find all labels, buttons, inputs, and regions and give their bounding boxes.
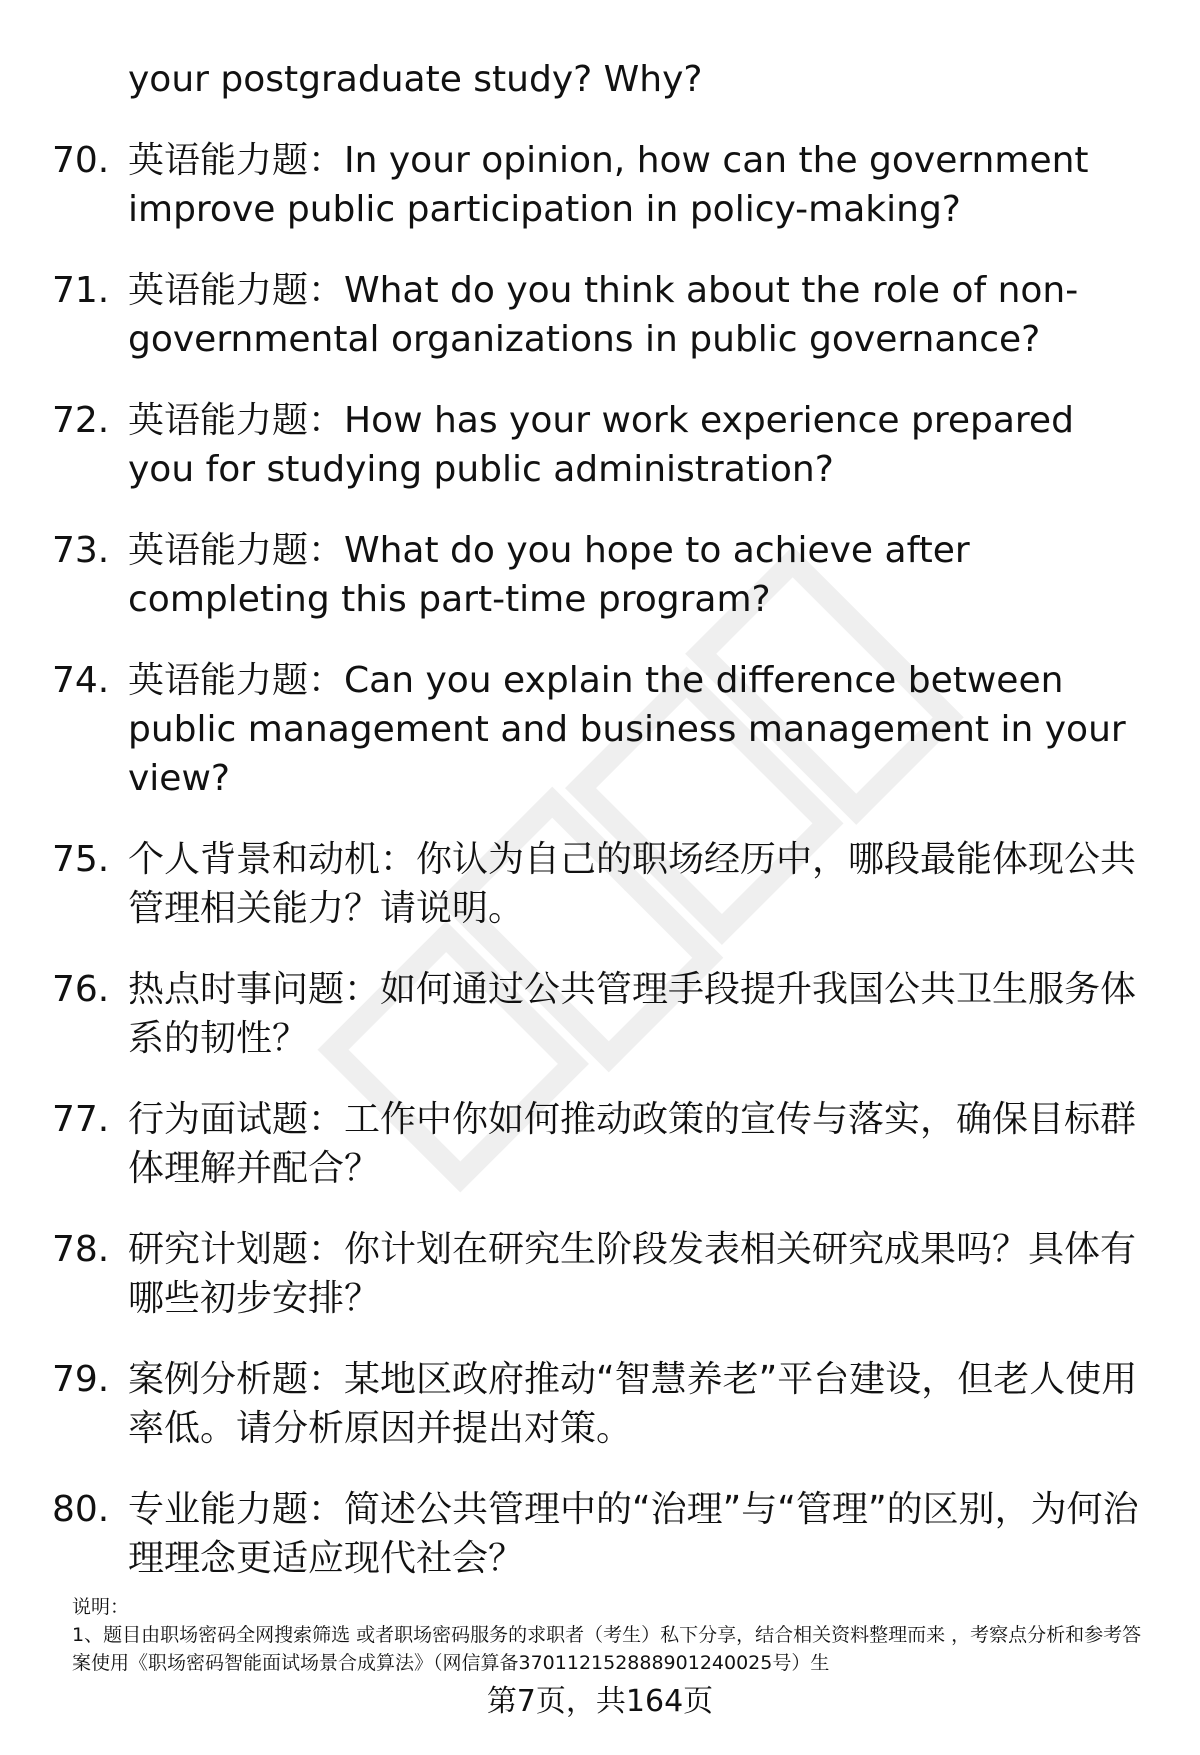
- question-item: [0, 526, 1200, 624]
- question-item: [0, 136, 1200, 234]
- question-text: 个人背景和动机：你认为自己的职场经历中，哪段最能体现公共管理相关能力？请说明。: [128, 839, 1137, 929]
- question-number: 70.: [52, 140, 110, 181]
- question-number: 72.: [52, 400, 110, 441]
- question-item: [0, 965, 1200, 1063]
- question-number: 78.: [52, 1229, 110, 1270]
- question-item: [0, 266, 1200, 364]
- question-number: 73.: [52, 530, 110, 571]
- notes-title: 说明：: [72, 1596, 130, 1618]
- question-number: 79.: [52, 1359, 110, 1400]
- question-text: 行为面试题：工作中你如何推动政策的宣传与落实，确保目标群体理解并配合？: [128, 1099, 1137, 1189]
- question-item: [0, 396, 1200, 494]
- question-number: 74.: [52, 660, 110, 701]
- notes-section: [72, 1593, 1157, 1677]
- question-number: 71.: [52, 270, 110, 311]
- question-list: [0, 55, 1200, 1615]
- question-text: 英语能力题：How has your work experience prepared you for studying public administration?: [128, 400, 1074, 490]
- question-item: [0, 1485, 1200, 1583]
- question-item: [0, 1225, 1200, 1323]
- question-text: 案例分析题：某地区政府推动“智慧养老”平台建设，但老人使用率低。请分析原因并提出对策。: [128, 1359, 1138, 1449]
- question-text: 英语能力题：What do you hope to achieve after completing this part-time program?: [128, 530, 970, 620]
- continuation-text: your postgraduate study? Why?: [128, 59, 703, 100]
- question-item: [0, 835, 1200, 933]
- question-number: 77.: [52, 1099, 110, 1140]
- page-number: 第7页，共164页: [486, 1684, 714, 1719]
- question-item: [0, 1355, 1200, 1453]
- question-item: [0, 1095, 1200, 1193]
- notes-line: 1、题目由职场密码全网搜索筛选 或者职场密码服务的求职者（考生）私下分享，结合相关资料整理而来 ，考察点分析和参考答案使用《职场密码智能面试场景合成算法》（网信算备370112152888901240025号）生: [72, 1624, 1142, 1674]
- question-number: 80.: [52, 1489, 110, 1530]
- question-number: 75.: [52, 839, 110, 880]
- question-number: 76.: [52, 969, 110, 1010]
- question-text: 热点时事问题：如何通过公共管理手段提升我国公共卫生服务体系的韧性？: [128, 969, 1137, 1059]
- question-text: 研究计划题：你计划在研究生阶段发表相关研究成果吗？具体有哪些初步安排？: [128, 1229, 1137, 1319]
- question-item: [0, 656, 1200, 803]
- question-text: 英语能力题：In your opinion, how can the government improve public participation in policy-making?: [128, 140, 1089, 230]
- question-text: 专业能力题：简述公共管理中的“治理”与“管理”的区别，为何治理理念更适应现代社会？: [128, 1489, 1139, 1579]
- question-text: 英语能力题：What do you think about the role of non-governmental organizations in public governance?: [128, 270, 1079, 360]
- question-text: 英语能力题：Can you explain the difference between public management and business management in your view?: [128, 660, 1126, 799]
